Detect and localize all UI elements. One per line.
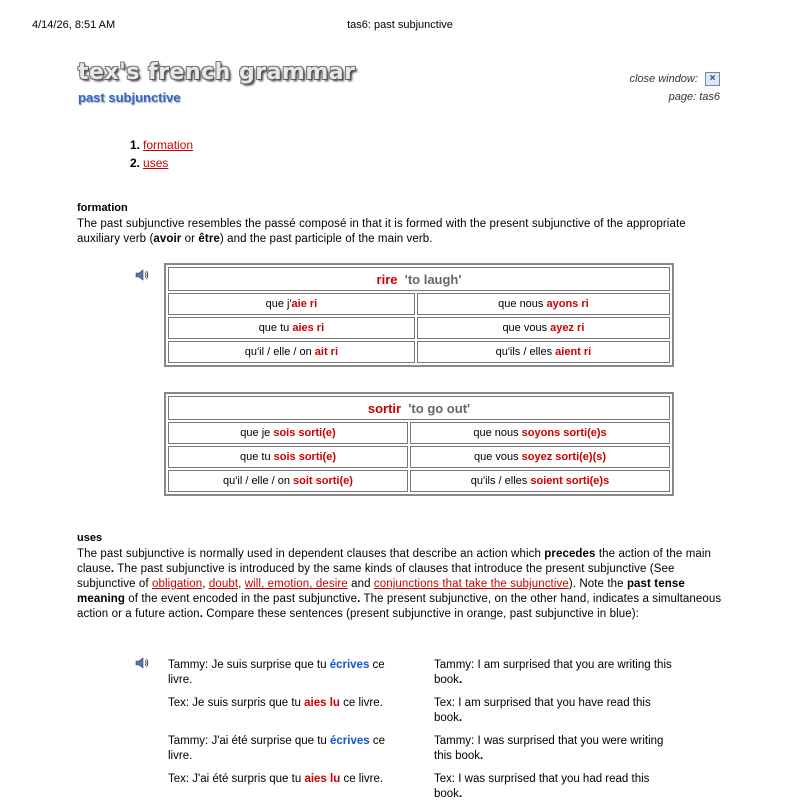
conj-cell: que j'aie ri xyxy=(168,293,415,315)
section-heading-uses: uses xyxy=(77,532,103,544)
conj-cell: que tu aies ri xyxy=(168,317,415,339)
conjugation-table-sortir xyxy=(164,392,674,496)
print-datetime: 4/14/26, 8:51 AM xyxy=(32,19,116,31)
section-heading-formation: formation xyxy=(77,202,128,214)
conjugation-table-rire xyxy=(164,263,674,367)
link-doubt[interactable]: doubt xyxy=(208,578,239,590)
link-obligation[interactable]: obligation xyxy=(152,578,203,590)
toc-link-uses[interactable]: uses xyxy=(143,156,169,170)
example-english: Tammy: I am surprised that you are writing this book. xyxy=(434,659,672,686)
conj-cell: que nous soyons sorti(e)s xyxy=(410,422,670,444)
speaker-icon[interactable] xyxy=(135,657,149,669)
toc-number: 2. xyxy=(130,156,141,170)
toc-item-uses xyxy=(130,156,168,170)
example-english: Tex: I am surprised that you have read this book. xyxy=(434,697,651,724)
example-french: Tex: J'ai été surpris que tu aies lu ce livre. xyxy=(168,773,384,785)
conj-cell: que vous soyez sorti(e)(s) xyxy=(410,446,670,468)
close-window-label: close window: xyxy=(629,72,698,85)
toc-item-formation xyxy=(130,138,193,152)
example-english: Tammy: I was surprised that you were writing this book. xyxy=(434,735,664,762)
speaker-icon[interactable] xyxy=(135,269,149,281)
example-english: Tex: I was surprised that you had read this book. xyxy=(434,773,650,800)
example-french: Tammy: J'ai été surprise que tu écrives ce livre. xyxy=(168,735,385,762)
page-subtitle: past subjunctive xyxy=(78,90,181,105)
conj-cell: que nous ayons ri xyxy=(417,293,670,315)
close-window-row xyxy=(629,72,720,86)
example-french: Tex: Je suis surpris que tu aies lu ce livre. xyxy=(168,697,383,709)
toc-link-formation[interactable]: formation xyxy=(143,138,194,152)
table-header: rire 'to laugh' xyxy=(168,267,670,291)
uses-paragraph: The past subjunctive is normally used in dependent clauses that describe an action which precedes the action of the main clause. The past subjunctive is introduced by the same kinds of clauses that introduce the present subjunctive (See subjunctive of obligation, doubt, will, emotion, desire and conjunctions that take the subjunctive). Note the past tense meaning of the event encoded in the past subjunctive. The present subjunctive, on the other hand, indicates a simultaneous action or a future action. Compare these sentences (present subjunctive in orange, past subjunctive in blue): xyxy=(77,548,722,620)
conj-cell: qu'ils / elles aient ri xyxy=(417,341,670,363)
example-french: Tammy: Je suis surprise que tu écrives ce livre. xyxy=(168,659,385,686)
table-header: sortir 'to go out' xyxy=(168,396,670,420)
site-logo[interactable]: tex's french grammar xyxy=(78,60,356,85)
close-window-icon[interactable]: × xyxy=(705,72,720,86)
link-will-emotion-desire[interactable]: will, emotion, desire xyxy=(244,578,348,590)
toc-number: 1. xyxy=(130,138,141,152)
conj-cell: qu'il / elle / on ait ri xyxy=(168,341,415,363)
page-code: page: tas6 xyxy=(668,91,720,103)
conj-cell: que vous ayez ri xyxy=(417,317,670,339)
link-conjunctions[interactable]: conjunctions that take the subjunctive xyxy=(373,578,569,590)
conj-cell: que je sois sorti(e) xyxy=(168,422,408,444)
conj-cell: que tu sois sorti(e) xyxy=(168,446,408,468)
print-page-title: tas6: past subjunctive xyxy=(347,19,453,31)
formation-paragraph: The past subjunctive resembles the passé composé in that it is formed with the present subjunctive of the appropriate auxiliary verb (avoir or être) and the past participle of the main verb. xyxy=(77,218,686,245)
conj-cell: qu'ils / elles soient sorti(e)s xyxy=(410,470,670,492)
conj-cell: qu'il / elle / on soit sorti(e) xyxy=(168,470,408,492)
